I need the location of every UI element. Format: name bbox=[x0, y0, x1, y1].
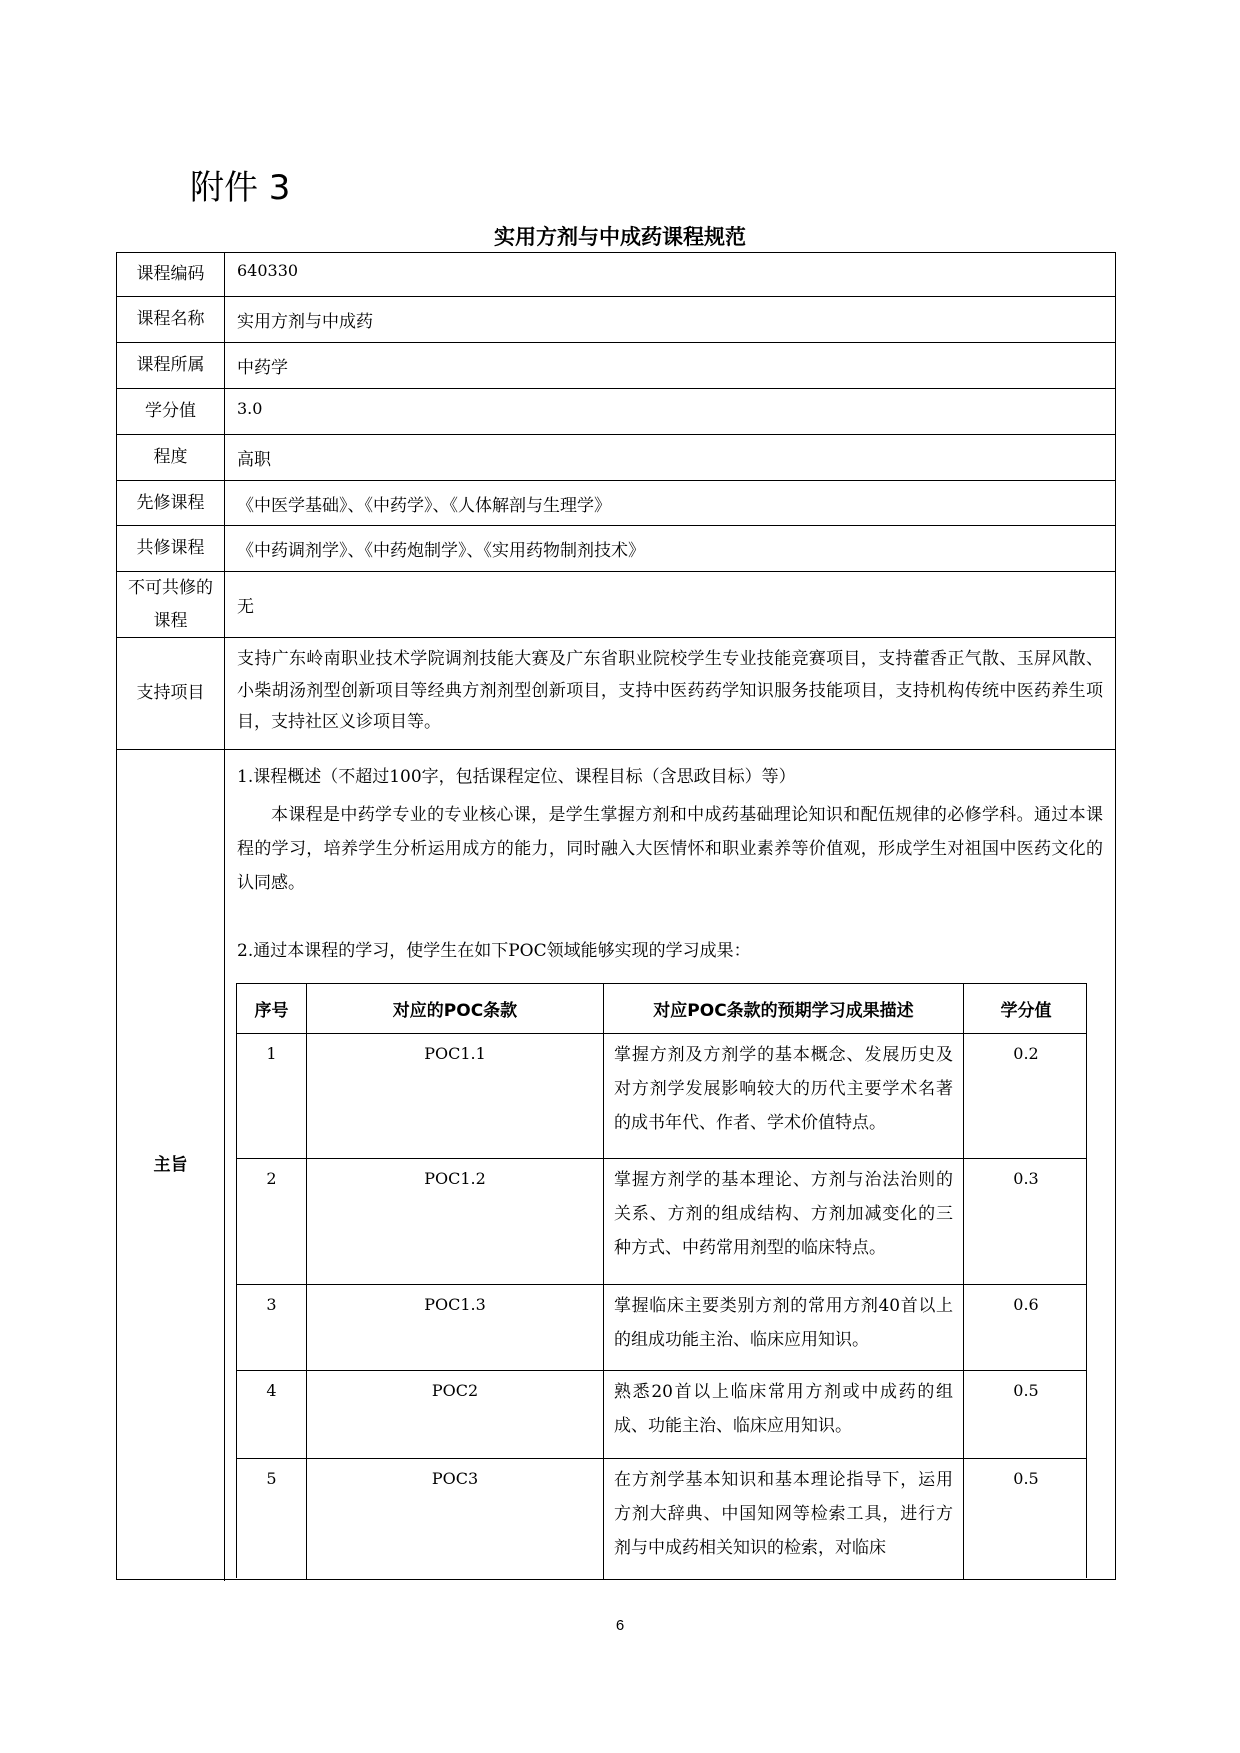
label-level: 程度 bbox=[117, 435, 225, 480]
row-prerequisites bbox=[117, 481, 1115, 526]
cell-no: 5 bbox=[237, 1459, 307, 1579]
header-no: 序号 bbox=[237, 984, 307, 1033]
label-credits: 学分值 bbox=[117, 389, 225, 434]
cell-credit: 0.5 bbox=[1013, 1469, 1039, 1488]
cell-no: 4 bbox=[237, 1371, 307, 1458]
cell-outcome-desc: 掌握方剂学的基本理论、方剂与治法治则的关系、方剂的组成结构、方剂加减变化的三种方式、中药常用剂型的临床特点。 bbox=[604, 1159, 964, 1284]
cell-credit: 0.6 bbox=[1013, 1295, 1039, 1314]
outcomes-heading: 2.通过本课程的学习，使学生在如下POC领域能够实现的学习成果： bbox=[237, 941, 751, 961]
label-course-code: 课程编码 bbox=[117, 253, 225, 296]
row-corequisites bbox=[117, 526, 1115, 572]
table-row bbox=[237, 1459, 1086, 1579]
poc-outcomes-table bbox=[236, 983, 1087, 1578]
document-title: 实用方剂与中成药课程规范 bbox=[494, 225, 746, 249]
page-number: 6 bbox=[615, 1617, 625, 1634]
cell-poc: POC1.2 bbox=[307, 1159, 604, 1284]
row-exclusive-courses bbox=[117, 572, 1115, 638]
label-course-department: 课程所属 bbox=[117, 343, 225, 388]
cell-outcome-desc: 掌握临床主要类别方剂的常用方剂40首以上的组成功能主治、临床应用知识。 bbox=[604, 1285, 964, 1370]
value-exclusive-courses: 无 bbox=[237, 597, 254, 617]
cell-poc: POC1.1 bbox=[307, 1034, 604, 1158]
table-row bbox=[237, 1159, 1086, 1285]
cell-credit: 0.3 bbox=[1013, 1169, 1039, 1188]
cell-poc: POC2 bbox=[307, 1371, 604, 1458]
value-course-code: 640330 bbox=[237, 261, 299, 280]
label-main-purpose: 主旨 bbox=[117, 750, 225, 1581]
overview-text: 本课程是中药学专业的专业核心课，是学生掌握方剂和中成药基础理论知识和配伍规律的必修学科。通过本课程的学习，培养学生分析运用成方的能力，同时融入大医情怀和职业素养等价值观，形成学生对祖国中医药文化的认同感。 bbox=[237, 805, 1103, 893]
value-level: 高职 bbox=[237, 450, 271, 470]
value-prerequisites: 《中医学基础》、《中药学》、《人体解剖与生理学》 bbox=[237, 496, 611, 516]
row-main-purpose bbox=[117, 750, 1115, 1581]
label-supported-projects: 支持项目 bbox=[117, 638, 225, 749]
cell-no: 1 bbox=[237, 1034, 307, 1158]
value-corequisites: 《中药调剂学》、《中药炮制学》、《实用药物制剂技术》 bbox=[237, 541, 645, 561]
cell-no: 3 bbox=[237, 1285, 307, 1370]
table-row bbox=[237, 1034, 1086, 1159]
table-row bbox=[237, 1285, 1086, 1371]
cell-poc: POC3 bbox=[307, 1459, 604, 1579]
attachment-label: 附件 3 bbox=[190, 168, 291, 208]
value-course-department: 中药学 bbox=[237, 358, 288, 378]
poc-table-header bbox=[237, 984, 1086, 1034]
cell-no: 2 bbox=[237, 1159, 307, 1284]
label-course-name: 课程名称 bbox=[117, 297, 225, 342]
row-supported-projects bbox=[117, 638, 1115, 750]
table-row bbox=[237, 1371, 1086, 1459]
value-course-name: 实用方剂与中成药 bbox=[237, 312, 373, 332]
value-supported-projects: 支持广东岭南职业技术学院调剂技能大赛及广东省职业院校学生专业技能竞赛项目，支持藿香正气散、玉屏风散、小柴胡汤剂型创新项目等经典方剂剂型创新项目，支持中医药药学知识服务技能项目，支持机构传统中医药养生项目，支持社区义诊项目等。 bbox=[237, 649, 1103, 733]
row-level bbox=[117, 435, 1115, 481]
header-poc: 对应的POC条款 bbox=[307, 984, 604, 1033]
row-credits bbox=[117, 389, 1115, 435]
label-exclusive-courses: 不可共修的课程 bbox=[117, 572, 225, 637]
cell-outcome-desc: 在方剂学基本知识和基本理论指导下，运用方剂大辞典、中国知网等检索工具，进行方剂与中成药相关知识的检索，对临床 bbox=[604, 1459, 964, 1579]
row-course-department bbox=[117, 343, 1115, 389]
main-purpose-content bbox=[225, 750, 1115, 1581]
course-spec-table bbox=[116, 252, 1116, 1580]
overview-heading: 1.课程概述（不超过100字，包括课程定位、课程目标（含思政目标）等） bbox=[237, 767, 796, 787]
value-credits: 3.0 bbox=[237, 399, 263, 418]
cell-outcome-desc: 熟悉20首以上临床常用方剂或中成药的组成、功能主治、临床应用知识。 bbox=[604, 1371, 964, 1458]
header-credit: 学分值 bbox=[1000, 1001, 1052, 1021]
label-prerequisites: 先修课程 bbox=[117, 481, 225, 525]
cell-credit: 0.2 bbox=[1013, 1044, 1039, 1063]
label-corequisites: 共修课程 bbox=[117, 526, 225, 571]
cell-poc: POC1.3 bbox=[307, 1285, 604, 1370]
header-outcome-desc: 对应POC条款的预期学习成果描述 bbox=[604, 984, 964, 1033]
cell-credit: 0.5 bbox=[1013, 1381, 1039, 1400]
cell-outcome-desc: 掌握方剂及方剂学的基本概念、发展历史及对方剂学发展影响较大的历代主要学术名著的成书年代、作者、学术价值特点。 bbox=[604, 1034, 964, 1158]
row-course-code bbox=[117, 253, 1115, 297]
row-course-name bbox=[117, 297, 1115, 343]
